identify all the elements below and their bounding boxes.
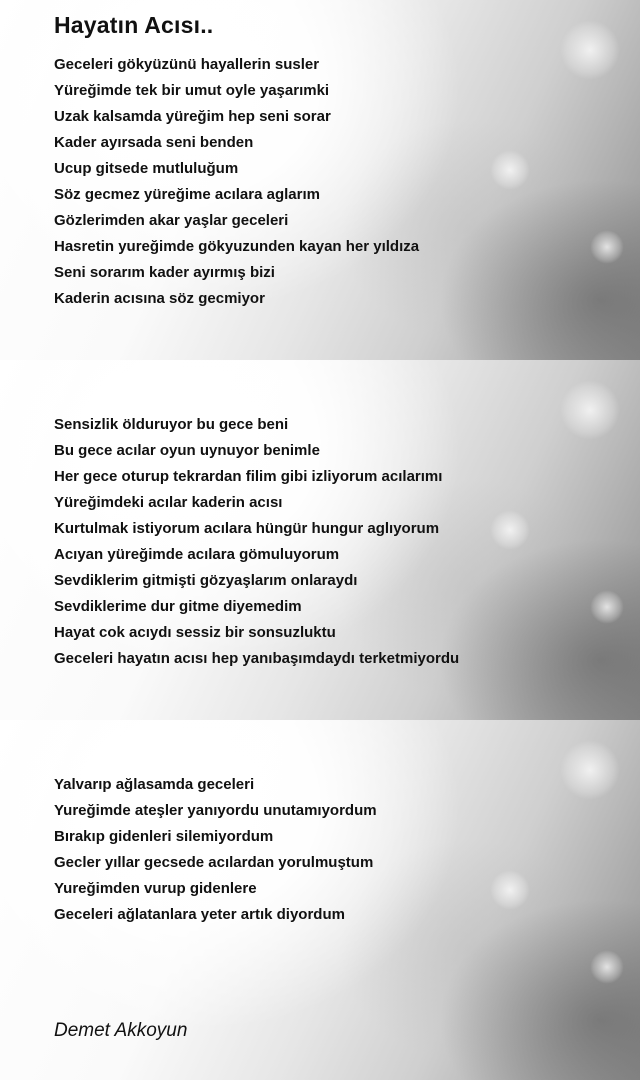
bokeh-light	[560, 380, 620, 440]
poem-line: Yüreğimdeki acılar kaderin acısı	[54, 494, 283, 511]
stanza-2	[54, 412, 459, 672]
poem-line: Geceleri gökyüzünü hayallerin susler	[54, 56, 320, 73]
bokeh-light	[590, 590, 624, 624]
poem-line: Hasretin yureğimde gökyuzunden kayan her yıldıza	[54, 238, 420, 255]
poem-title: Hayatın Acısı..	[54, 12, 214, 38]
poem-line: Kurtulmak istiyorum acılara hüngür hungur aglıyorum	[54, 520, 440, 537]
poem-line: Söz gecmez yüreğime acılara aglarım	[54, 186, 320, 203]
stanza-1	[54, 52, 419, 312]
poem-line: Yureğimde ateşler yanıyordu unutamıyordum	[54, 802, 377, 819]
poem-line: Geceleri ağlatanlara yeter artık diyordum	[54, 906, 345, 923]
poem-line: Her gece oturup tekrardan filim gibi izliyorum acılarımı	[54, 468, 443, 485]
stanza-3	[54, 772, 377, 928]
bokeh-light	[560, 20, 620, 80]
poem-line: Hayat cok acıydı sessiz bir sonsuzluktu	[54, 624, 336, 641]
poem-line: Yüreğimde tek bir umut oyle yaşarımki	[54, 82, 330, 99]
poem-line: Bu gece acılar oyun uynuyor benimle	[54, 442, 320, 459]
poem-line: Sevdiklerime dur gitme diyemedim	[54, 598, 302, 615]
bokeh-light	[560, 740, 620, 800]
poem-line: Yureğimden vurup gidenlere	[54, 880, 257, 897]
poem-panel-2	[0, 360, 640, 720]
poem-line: Ucup gitsede mutluluğum	[54, 160, 239, 177]
poem-line: Geceleri hayatın acısı hep yanıbaşımdaydı terketmiyordu	[54, 650, 460, 667]
poem-panel-3	[0, 720, 640, 1080]
poem-author: Demet Akkoyun	[54, 1020, 188, 1041]
bokeh-light	[590, 950, 624, 984]
poem-line: Sensizlik ölduruyor bu gece beni	[54, 416, 289, 433]
poem-line: Gözlerimden akar yaşlar geceleri	[54, 212, 289, 229]
bokeh-light	[490, 870, 530, 910]
poem-line: Bırakıp gidenleri silemiyordum	[54, 828, 274, 845]
bokeh-light	[590, 230, 624, 264]
poem-line: Seni sorarım kader ayırmış bizi	[54, 264, 275, 281]
poem-line: Uzak kalsamda yüreğim hep seni sorar	[54, 108, 331, 125]
poem-line: Acıyan yüreğimde acılara gömuluyorum	[54, 546, 340, 563]
bokeh-light	[490, 510, 530, 550]
poem-panel-1	[0, 0, 640, 360]
poem-line: Gecler yıllar gecsede acılardan yorulmuştum	[54, 854, 374, 871]
poem-line: Sevdiklerim gitmişti gözyaşlarım onlaraydı	[54, 572, 358, 589]
poem-line: Yalvarıp ağlasamda geceleri	[54, 776, 255, 793]
bokeh-light	[490, 150, 530, 190]
poem-line: Kader ayırsada seni benden	[54, 134, 254, 151]
poem-line: Kaderin acısına söz gecmiyor	[54, 290, 265, 307]
